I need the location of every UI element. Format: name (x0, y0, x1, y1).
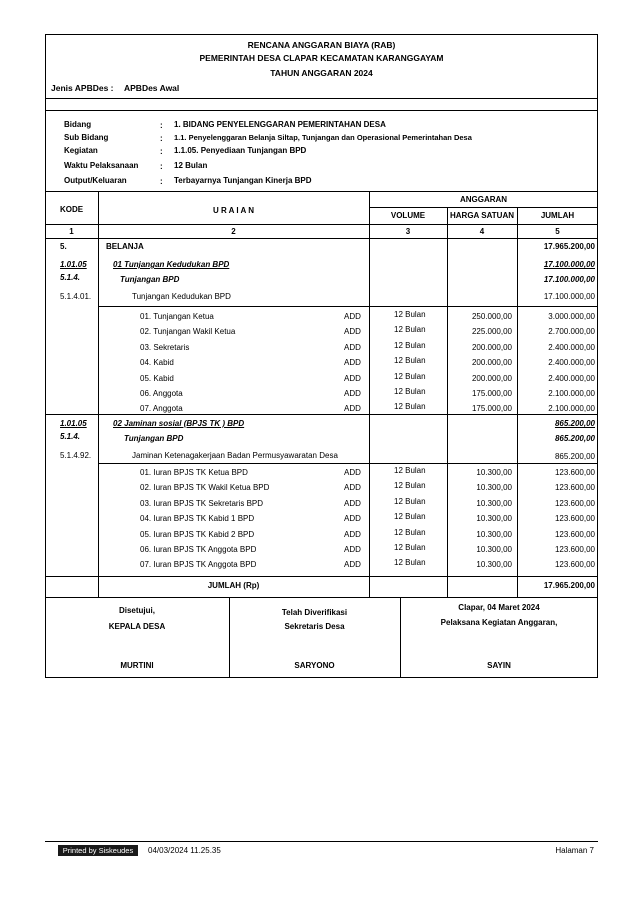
item-volume: 12 Bulan (394, 371, 426, 381)
info-colon: : (160, 134, 163, 143)
info-colon: : (160, 162, 163, 171)
item-uraian: 05. Kabid (140, 373, 174, 383)
item-jumlah: 123.600,00 (554, 468, 595, 477)
item-source: ADD (344, 468, 361, 477)
item-uraian: 03. Sekretaris (140, 342, 190, 352)
row-jumlah: 17.100.000,00 (543, 275, 595, 284)
item-uraian: 04. Kabid (140, 358, 174, 368)
row-uraian: 01 Tunjangan Kedudukan BPD (113, 260, 230, 269)
item-jumlah: 2.400.000,00 (548, 358, 595, 368)
item-jumlah: 123.600,00 (554, 498, 595, 508)
signature-role: Sekretaris Desa (284, 622, 345, 631)
item-jumlah: 123.600,00 (554, 483, 595, 493)
item-harga: 10.300,00 (476, 529, 512, 539)
row-kode: 5.1.4.92. (60, 451, 92, 460)
item-volume: 12 Bulan (394, 325, 426, 335)
total-value: 17.965.200,00 (543, 581, 595, 590)
item-harga: 10.300,00 (476, 514, 512, 524)
info-value-subbidang: 1.1. Penyelenggaran Belanja Siltap, Tunjangan dan Operasional Pemerintahan Desa (174, 133, 472, 142)
info-label: Sub Bidang (64, 133, 109, 142)
signature-name: SAYIN (487, 661, 511, 670)
row-kode: 1.01.05 (60, 419, 87, 428)
signature-title: Telah Diverifikasi (281, 608, 348, 617)
item-source: ADD (344, 342, 361, 352)
item-jumlah: 2.400.000,00 (548, 342, 595, 352)
item-source: ADD (344, 373, 361, 383)
item-source: ADD (344, 483, 361, 493)
item-source: ADD (344, 545, 361, 554)
signature-place-date: Clapar, 04 Maret 2024 (458, 603, 540, 612)
info-value-kegiatan: 1.1.05. Penyediaan Tunjangan BPD (174, 146, 307, 155)
signature-name: SARYONO (294, 661, 335, 670)
item-volume: 12 Bulan (394, 356, 426, 366)
col-number: 1 (69, 227, 74, 236)
info-label: Bidang (64, 120, 92, 129)
item-jumlah: 123.600,00 (554, 514, 595, 524)
item-uraian: 07. Anggota (140, 404, 183, 414)
item-volume: 12 Bulan (394, 481, 426, 491)
info-colon: : (160, 147, 163, 156)
item-uraian: 05. Iuran BPJS TK Kabid 2 BPD (140, 529, 255, 539)
item-source: ADD (344, 498, 361, 508)
info-colon: : (160, 177, 163, 186)
item-source: ADD (344, 560, 361, 570)
row-jumlah: 17.100.000,00 (543, 292, 595, 301)
col-uraian-header: U R A I A N (212, 206, 255, 215)
item-source: ADD (344, 529, 361, 539)
item-harga: 200.000,00 (471, 342, 512, 352)
item-jumlah: 2.100.000,00 (548, 404, 595, 414)
item-volume: 12 Bulan (394, 340, 426, 350)
item-uraian: 03. Iuran BPJS TK Sekretaris BPD (140, 498, 264, 508)
item-volume: 12 Bulan (394, 466, 426, 475)
row-uraian: BELANJA (106, 242, 144, 251)
row-jumlah: 865.200,00 (554, 434, 595, 443)
page-number: Halaman 7 (555, 846, 594, 855)
signature-role: Pelaksana Kegiatan Anggaran, (440, 618, 558, 627)
item-uraian: 06. Iuran BPJS TK Anggota BPD (140, 545, 257, 554)
footer-rule (45, 841, 598, 842)
item-volume: 12 Bulan (394, 310, 426, 319)
item-harga: 10.300,00 (476, 545, 512, 554)
col-kode-header: KODE (59, 205, 84, 214)
item-harga: 200.000,00 (471, 358, 512, 368)
row-uraian: 02 Jaminan sosial (BPJS TK ) BPD (113, 419, 245, 428)
row-jumlah: 17.965.200,00 (543, 242, 595, 251)
col-volume-header: VOLUME (390, 211, 426, 220)
item-volume: 12 Bulan (394, 543, 426, 552)
item-jumlah: 2.700.000,00 (548, 327, 595, 337)
item-harga: 250.000,00 (471, 312, 512, 321)
row-jumlah: 865.200,00 (554, 452, 595, 461)
item-uraian: 07. Iuran BPJS TK Anggota BPD (140, 560, 257, 570)
item-uraian: 01. Tunjangan Ketua (140, 312, 214, 321)
item-uraian: 02. Tunjangan Wakil Ketua (140, 327, 236, 337)
row-jumlah: 865.200,00 (554, 419, 595, 428)
total-label: JUMLAH (Rp) (207, 581, 260, 590)
item-harga: 200.000,00 (471, 373, 512, 383)
item-jumlah: 123.600,00 (554, 545, 595, 554)
row-uraian: Jaminan Ketenagakerjaan Badan Permusyawaratan Desa (132, 451, 338, 460)
col-number: 4 (479, 227, 485, 236)
row-kode: 5.1.4.01. (60, 292, 92, 301)
item-jumlah: 123.600,00 (554, 560, 595, 570)
col-number: 2 (231, 227, 236, 236)
item-harga: 10.300,00 (476, 560, 512, 570)
item-uraian: 02. Iuran BPJS TK Wakil Ketua BPD (140, 483, 270, 493)
item-source: ADD (344, 327, 361, 337)
signature-title: Disetujui, (118, 606, 155, 615)
signature-name: MURTINI (120, 661, 154, 670)
title-pemerintah: PEMERINTAH DESA CLAPAR KECAMATAN KARANGGAYAM (199, 53, 444, 63)
col-number: 3 (405, 227, 411, 236)
row-kode: 5. (60, 242, 67, 251)
item-source: ADD (344, 358, 361, 368)
item-volume: 12 Bulan (394, 387, 426, 396)
item-jumlah: 2.400.000,00 (548, 373, 595, 383)
item-jumlah: 2.100.000,00 (548, 389, 595, 398)
info-value-waktu: 12 Bulan (174, 161, 208, 170)
info-value-output: Terbayarnya Tunjangan Kinerja BPD (174, 176, 312, 185)
row-jumlah: 17.100.000,00 (543, 260, 595, 269)
item-harga: 10.300,00 (476, 468, 512, 477)
item-uraian: 06. Anggota (140, 389, 183, 398)
item-source: ADD (344, 514, 361, 524)
print-timestamp: 04/03/2024 11.25.35 (148, 846, 221, 855)
item-uraian: 01. Iuran BPJS TK Ketua BPD (140, 468, 248, 477)
jenis-apbdes-value: APBDes Awal (124, 83, 180, 93)
info-label: Output/Keluaran (64, 176, 127, 185)
item-harga: 225.000,00 (471, 327, 512, 337)
item-source: ADD (344, 404, 361, 414)
item-volume: 12 Bulan (394, 558, 426, 568)
row-uraian: Tunjangan BPD (120, 275, 180, 284)
item-harga: 10.300,00 (476, 483, 512, 493)
item-source: ADD (344, 312, 361, 321)
info-label: Kegiatan (64, 146, 98, 155)
col-harga-header: HARGA SATUAN (450, 211, 514, 220)
item-uraian: 04. Iuran BPJS TK Kabid 1 BPD (140, 514, 255, 524)
jenis-apbdes-label: Jenis APBDes : (51, 83, 114, 93)
item-source: ADD (344, 389, 361, 398)
item-harga: 175.000,00 (471, 389, 512, 398)
col-anggaran-header: ANGGARAN (459, 195, 508, 204)
info-colon: : (160, 121, 163, 130)
item-harga: 175.000,00 (471, 404, 512, 414)
item-volume: 12 Bulan (394, 512, 426, 522)
row-kode: 1.01.05 (60, 260, 87, 269)
printed-by-badge: Printed by Siskeudes (58, 845, 138, 856)
row-uraian: Tunjangan BPD (124, 434, 184, 443)
item-harga: 10.300,00 (476, 498, 512, 508)
info-label: Waktu Pelaksanaan (64, 161, 139, 170)
item-jumlah: 3.000.000,00 (548, 312, 595, 321)
info-value-bidang: 1. BIDANG PENYELENGGARAN PEMERINTAHAN DESA (174, 120, 386, 129)
signature-role: KEPALA DESA (108, 622, 166, 631)
item-volume: 12 Bulan (394, 527, 426, 537)
row-uraian: Tunjangan Kedudukan BPD (132, 292, 231, 301)
row-kode: 5.1.4. (60, 273, 81, 282)
title-tahun: TAHUN ANGGARAN 2024 (270, 68, 373, 78)
row-kode: 5.1.4. (60, 432, 81, 441)
col-number: 5 (555, 227, 560, 236)
item-volume: 12 Bulan (394, 402, 426, 412)
title-rab: RENCANA ANGGARAN BIAYA (RAB) (247, 40, 396, 50)
col-jumlah-header: JUMLAH (540, 211, 575, 220)
item-jumlah: 123.600,00 (554, 529, 595, 539)
item-volume: 12 Bulan (394, 496, 426, 506)
